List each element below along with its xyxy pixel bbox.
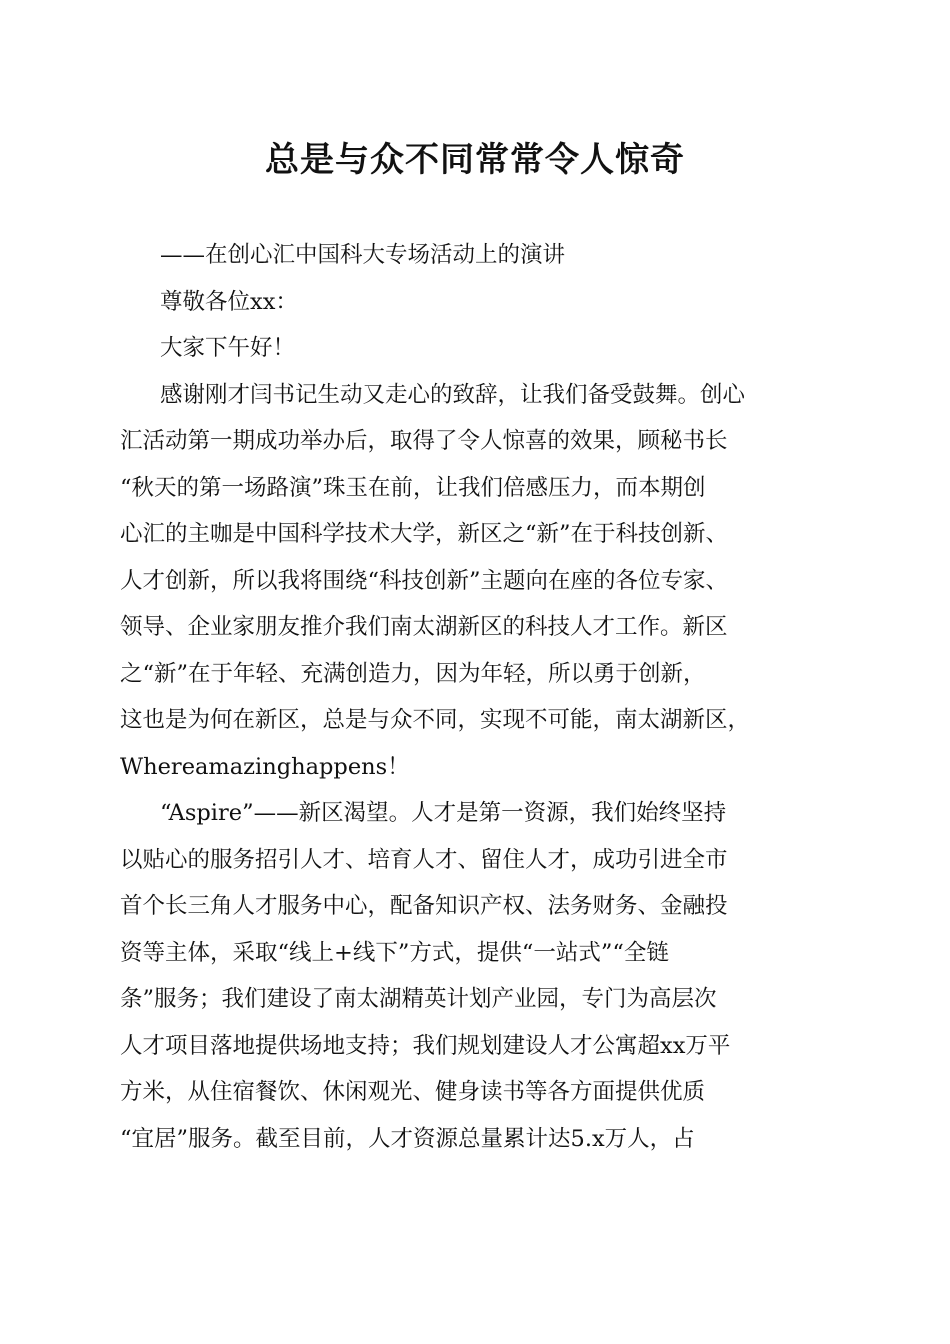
paragraph-1-line: 心汇的主咖是中国科学技术大学，新区之“新”在于科技创新、 (120, 521, 729, 547)
subtitle: ——在创心汇中国科大专场活动上的演讲 (160, 242, 566, 268)
page-title: 总是与众不同常常令人惊奇 (265, 140, 685, 180)
paragraph-1-line: 人才创新，所以我将围绕“科技创新”主题向在座的各位专家、 (120, 567, 729, 594)
paragraph-2-line: “Aspire”——新区渴望。人才是第一资源，我们始终坚持 (160, 800, 727, 826)
greeting: 大家下午好！ (160, 335, 296, 361)
paragraph-1-line: 领导、企业家朋友推介我们南太湖新区的科技人才工作。新区 (120, 614, 728, 640)
paragraph-2-line: 首个长三角人才服务中心，配备知识产权、法务财务、金融投 (120, 893, 728, 919)
paragraph-1-line: 之“新”在于年轻、充满创造力，因为年轻，所以勇于创新， (120, 660, 706, 687)
paragraph-1-line: 感谢刚才闫书记生动又走心的致辞，让我们备受鼓舞。创心 (160, 381, 746, 408)
paragraph-2-line: 方米，从住宿餐饮、休闲观光、健身读书等各方面提供优质 (120, 1079, 706, 1105)
paragraph-2-line: 以贴心的服务招引人才、培育人才、留住人才，成功引进全市 (120, 846, 728, 873)
paragraph-1-line: “秋天的第一场路演”珠玉在前，让我们倍感压力，而本期创 (120, 474, 706, 501)
paragraph-2-line: “宜居”服务。截至目前，人才资源总量累计达5.x万人，占 (120, 1125, 695, 1152)
paragraph-1-line: 这也是为何在新区，总是与众不同，实现不可能，南太湖新区， (120, 707, 751, 733)
paragraph-1-line: Whereamazinghappens！ (120, 753, 410, 780)
salutation: 尊敬各位xx： (160, 288, 298, 315)
paragraph-1-line: 汇活动第一期成功举办后，取得了令人惊喜的效果，顾秘书长 (120, 428, 728, 454)
paragraph-2-line: 条”服务；我们建设了南太湖精英计划产业园，专门为高层次 (120, 986, 717, 1012)
paragraph-2-line: 资等主体，采取“线上+线下”方式，提供“一站式”“全链 (120, 939, 669, 966)
document-body (120, 232, 838, 1162)
paragraph-2-line: 人才项目落地提供场地支持；我们规划建设人才公寓超xx万平 (120, 1032, 731, 1059)
